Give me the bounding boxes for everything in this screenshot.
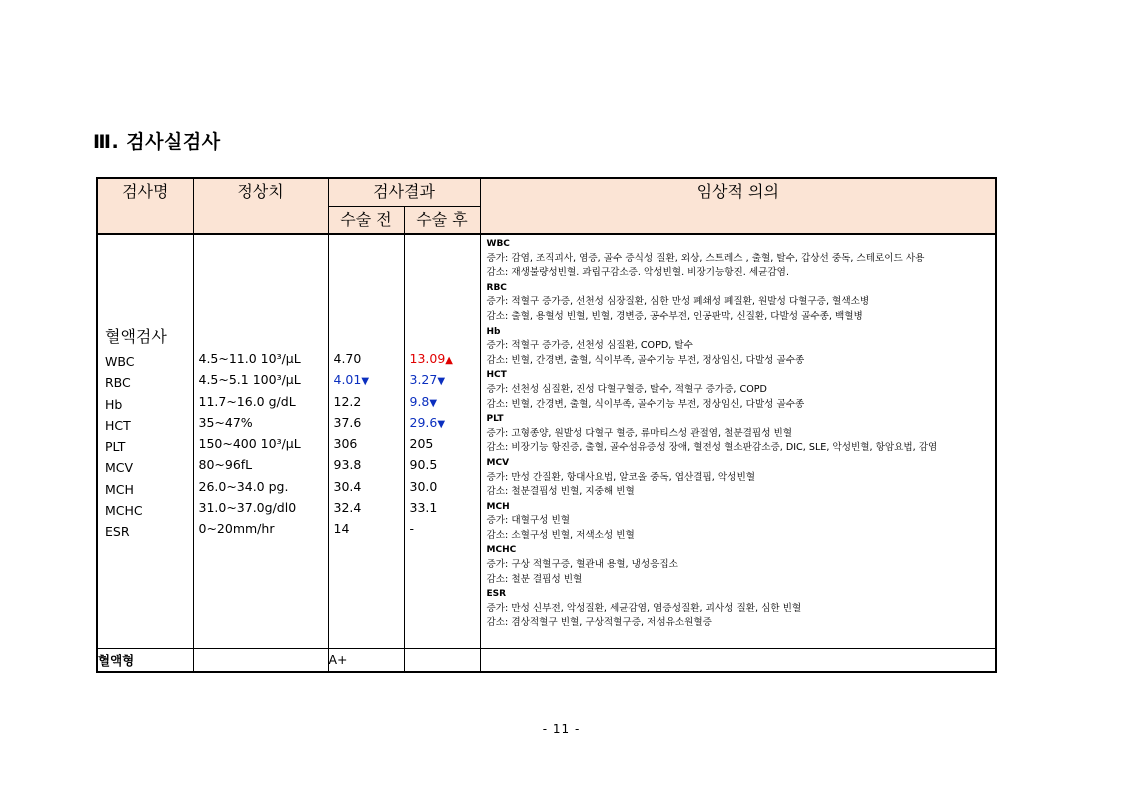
significance-line: 감소: 철분결핍성 빈혈, 지중해 빈혈 xyxy=(486,486,635,498)
post-op-value xyxy=(410,412,480,433)
down-arrow-icon: ▼ xyxy=(437,376,446,388)
significance-line: 감소: 출혈, 용혈성 빈혈, 빈혈, 경변증, 공수부전, 인공판막, 신질환, 다발성 골수종, 백혈병 xyxy=(486,310,863,322)
post-op-value xyxy=(410,454,480,475)
pre-op-number: 4.70 xyxy=(333,351,362,366)
normal-range: 26.0~34.0 pg. xyxy=(198,478,289,494)
normal-range: 0~20mm/hr xyxy=(198,521,275,537)
header-post-op: 수술 후 xyxy=(404,206,480,234)
significance-line: 증가: 만성 신부전, 악성질환, 세균감염, 염증성질환, 괴사성 질환, 심한 빈혈 xyxy=(486,602,802,614)
pre-op-value xyxy=(334,348,404,369)
blood-type-post xyxy=(404,648,480,672)
significance-heading: PLT xyxy=(486,414,504,425)
pre-op-number: 93.8 xyxy=(333,457,362,473)
significance-line: 증가: 감염, 조직괴사, 염증, 골수 증식성 질환, 외상, 스트레스 , 출혈, 탈수, 갑상선 중독, 스테로이드 사용 xyxy=(486,252,925,264)
pre-op-value xyxy=(334,454,404,475)
significance-line: 증가: 선천성 심질환, 진성 다혈구혈증, 탈수, 적혈구 증가증, COPD xyxy=(486,383,767,395)
significance-line: 감소: 빈혈, 간경변, 출혈, 식이부족, 골수기능 부전, 정상임신, 다발성 골수종 xyxy=(486,354,805,366)
test-name: MCH xyxy=(105,481,134,497)
post-op-value xyxy=(410,348,480,369)
group-label: 혈액검사 xyxy=(105,327,167,346)
down-arrow-icon: ▼ xyxy=(429,397,438,409)
blood-type-normal xyxy=(193,648,328,672)
normal-range: 31.0~37.0g/dl0 xyxy=(198,500,297,516)
header-test-name: 검사명 xyxy=(97,178,193,234)
pre-op-number: 32.4 xyxy=(333,500,362,516)
significance-heading: RBC xyxy=(486,282,507,293)
pre-op-value xyxy=(334,433,404,454)
post-op-number: 3.27 xyxy=(409,372,438,388)
significance-line: 감소: 철분 결핍성 빈혈 xyxy=(486,573,583,585)
post-op-number: 9.8 xyxy=(409,393,430,409)
down-arrow-icon: ▼ xyxy=(361,376,370,388)
pre-op-number: 30.4 xyxy=(333,478,362,494)
significance-line: 증가: 만성 간질환, 항대사요법, 알코올 중독, 엽산결핍, 악성빈혈 xyxy=(486,471,755,483)
pre-op-value xyxy=(334,518,404,539)
significance-line: 감소: 빈혈, 간경변, 출혈, 식이부족, 골수기능 부전, 정상임신, 다발성 골수종 xyxy=(486,398,805,410)
post-op-number: - xyxy=(409,521,415,537)
significance-heading: MCH xyxy=(486,501,510,512)
test-name: PLT xyxy=(105,439,126,455)
test-name: MCV xyxy=(105,460,134,476)
post-op-number: 30.0 xyxy=(409,478,438,494)
normal-range: 11.7~16.0 g/dL xyxy=(198,393,296,409)
significance-line: 감소: 겸상적혈구 빈혈, 구상적혈구증, 저섬유소원혈증 xyxy=(486,617,712,629)
normal-column xyxy=(193,234,328,648)
test-name: WBC xyxy=(105,354,135,369)
normal-range: 4.5~5.1 100³/μL xyxy=(198,372,301,388)
lab-results-table xyxy=(96,177,997,673)
blood-type-label: 혈액형 xyxy=(97,648,193,672)
post-op-number: 13.09 xyxy=(409,351,446,366)
significance-line: 증가: 구상 적혈구증, 혈관내 용혈, 냉성응집소 xyxy=(486,559,678,571)
significance-heading: ESR xyxy=(486,589,507,600)
significance-line: 감소: 재생불량성빈혈. 과립구감소증. 악성빈혈. 비장기능항진. 세균감염. xyxy=(486,267,790,279)
normal-range: 80~96fL xyxy=(198,457,253,473)
test-name: HCT xyxy=(105,417,131,433)
post-op-value xyxy=(410,518,480,539)
test-name-column xyxy=(97,234,193,648)
post-op-number: 205 xyxy=(409,436,434,452)
blood-type-significance xyxy=(480,648,996,672)
significance-heading: HCT xyxy=(486,370,507,381)
down-arrow-icon: ▼ xyxy=(437,418,446,430)
significance-heading: MCHC xyxy=(486,545,517,556)
significance-heading: MCV xyxy=(486,457,510,468)
pre-op-number: 306 xyxy=(333,436,358,452)
test-name: ESR xyxy=(105,524,130,540)
pre-op-number: 37.6 xyxy=(333,414,362,430)
pre-op-number: 12.2 xyxy=(333,393,362,409)
normal-range: 35~47% xyxy=(198,414,253,430)
significance-line: 증가: 적혈구 증가증, 선천성 심장질환, 심한 만성 폐쇄성 폐질환, 원발성 다혈구증, 혈색소병 xyxy=(486,296,870,308)
post-op-number: 29.6 xyxy=(409,414,438,430)
pre-op-value xyxy=(334,391,404,412)
pre-op-number: 4.01 xyxy=(333,372,362,388)
post-op-value xyxy=(410,476,480,497)
post-op-value xyxy=(410,497,480,518)
header-normal: 정상치 xyxy=(193,178,328,234)
pre-op-value xyxy=(334,412,404,433)
significance-line: 증가: 대혈구성 빈혈 xyxy=(486,515,570,527)
post-op-column xyxy=(404,234,480,648)
pre-op-value xyxy=(334,497,404,518)
pre-op-value xyxy=(334,476,404,497)
header-significance: 임상적 의의 xyxy=(480,178,996,234)
test-name: RBC xyxy=(105,375,131,391)
section-title: Ⅲ. 검사실검사 xyxy=(93,131,221,153)
significance-line: 감소: 비장기능 항진증, 출혈, 골수섬유증성 장애, 혈전성 혈소판감소증, DIC, SLE, 악성빈혈, 항암요법, 감염 xyxy=(486,442,938,454)
post-op-number: 33.1 xyxy=(409,500,438,516)
up-arrow-icon: ▲ xyxy=(445,355,453,366)
significance-line: 증가: 고형종양, 원발성 다혈구 혈증, 류마티스성 관절염, 철분결핍성 빈혈 xyxy=(486,427,793,439)
normal-range: 150~400 10³/μL xyxy=(198,436,301,452)
test-name: MCHC xyxy=(105,503,143,519)
post-op-value xyxy=(410,391,480,412)
blood-type-value: A+ xyxy=(328,648,404,672)
significance-line: 감소: 소혈구성 빈혈, 저색소성 빈혈 xyxy=(486,529,635,541)
significance-column xyxy=(480,234,996,648)
normal-range: 4.5~11.0 10³/μL xyxy=(198,351,301,366)
pre-op-number: 14 xyxy=(333,521,350,537)
pre-op-value xyxy=(334,369,404,390)
significance-line: 증가: 적혈구 증가증, 선천성 심질환, COPD, 탈수 xyxy=(486,340,693,352)
header-pre-op: 수술 전 xyxy=(328,206,404,234)
test-name: Hb xyxy=(105,396,123,412)
significance-heading: WBC xyxy=(486,239,510,249)
page-number: - 11 - xyxy=(542,722,581,736)
header-result: 검사결과 xyxy=(328,178,480,206)
pre-op-column xyxy=(328,234,404,648)
significance-heading: Hb xyxy=(486,326,501,337)
post-op-value xyxy=(410,369,480,390)
post-op-number: 90.5 xyxy=(409,457,438,473)
post-op-value xyxy=(410,433,480,454)
